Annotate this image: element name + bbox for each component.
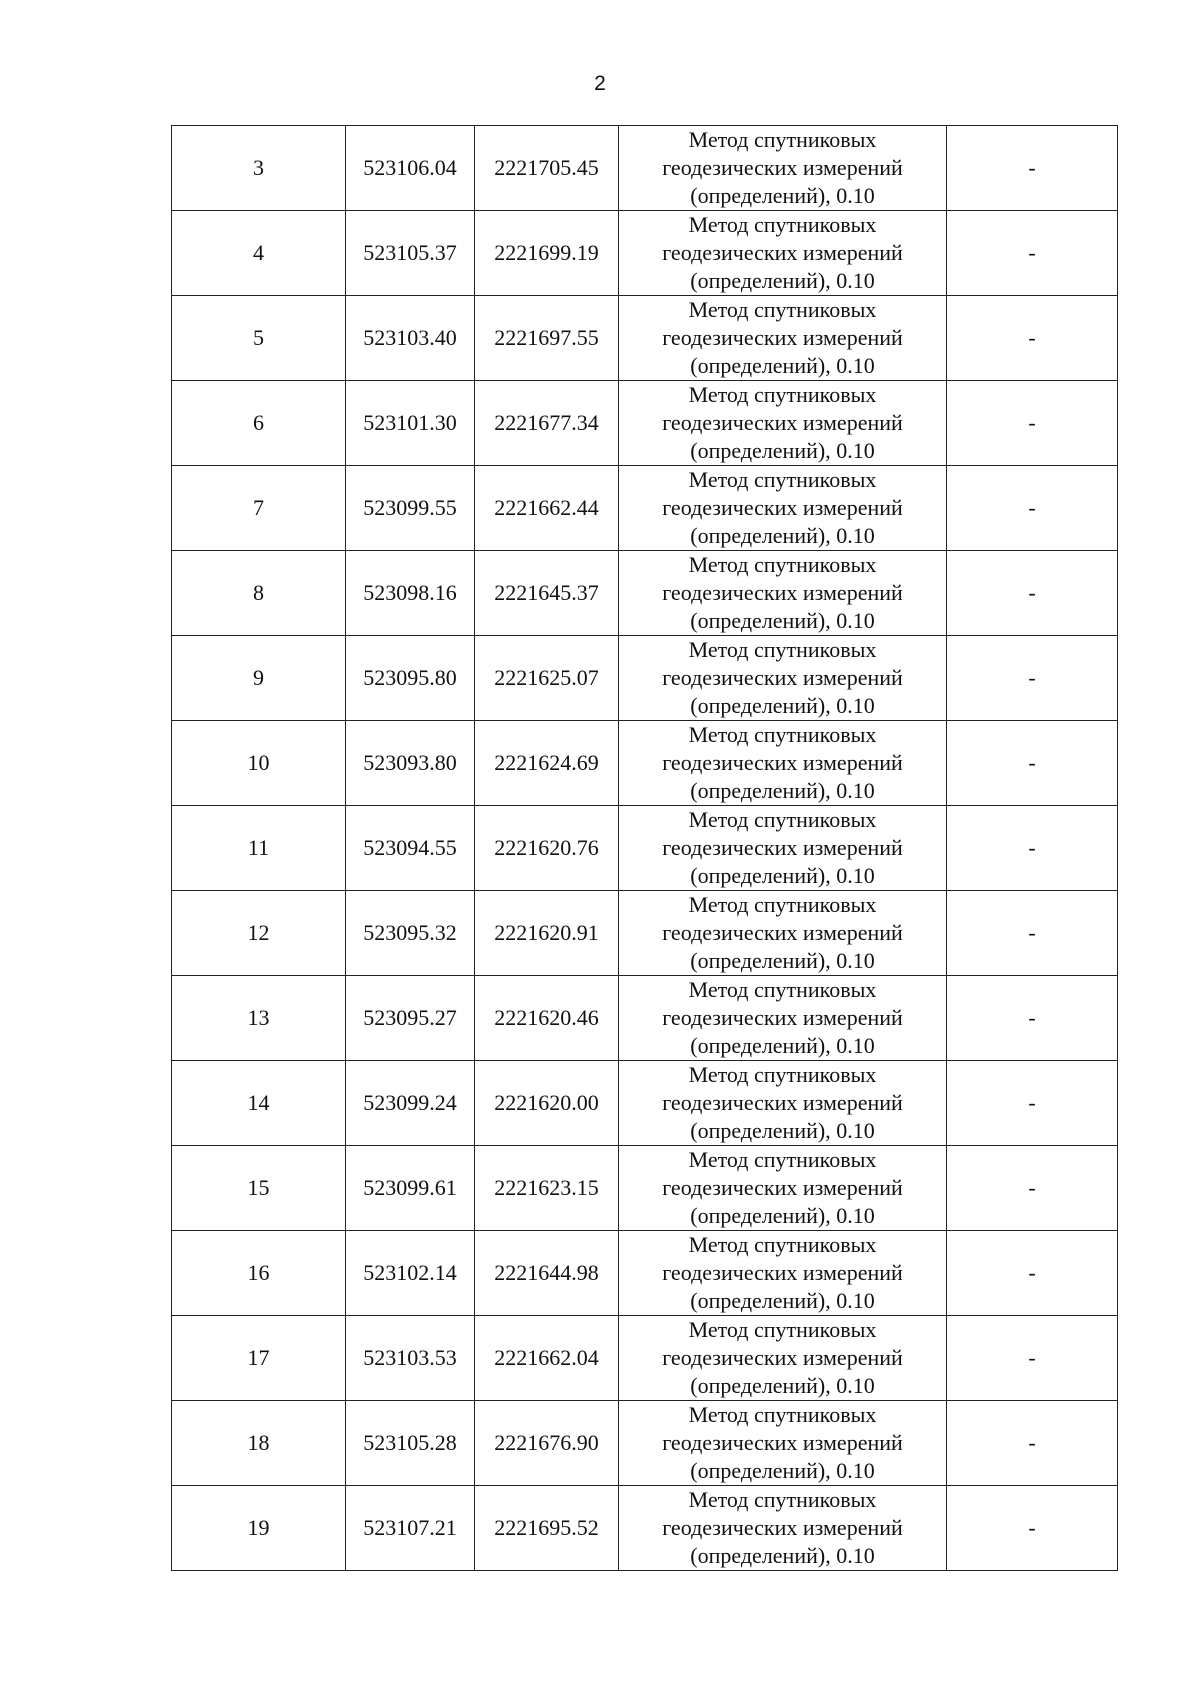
description-cell: - [947, 636, 1118, 721]
y-coordinate-cell: 2221620.46 [475, 976, 619, 1061]
method-line: Метод спутниковых [688, 212, 877, 237]
y-coordinate-cell: 2221695.52 [475, 1486, 619, 1571]
point-number-cell: 7 [172, 466, 346, 551]
table-row [172, 466, 1118, 551]
method-line: геодезических измерений [662, 1430, 903, 1455]
point-number-cell: 13 [172, 976, 346, 1061]
method-line: геодезических измерений [662, 835, 903, 860]
method-line: (определений), 0.10 [690, 353, 875, 378]
method-line: Метод спутниковых [688, 1402, 877, 1427]
point-number-cell: 12 [172, 891, 346, 976]
method-line: геодезических измерений [662, 1175, 903, 1200]
method-line: геодезических измерений [662, 1005, 903, 1030]
y-coordinate-cell: 2221620.76 [475, 806, 619, 891]
x-coordinate-cell: 523099.24 [346, 1061, 475, 1146]
method-line: геодезических измерений [662, 1345, 903, 1370]
method-cell [619, 1061, 947, 1146]
method-line: Метод спутниковых [688, 892, 877, 917]
table-row [172, 976, 1118, 1061]
method-cell [619, 1316, 947, 1401]
method-line: геодезических измерений [662, 580, 903, 605]
point-number-cell: 18 [172, 1401, 346, 1486]
description-cell: - [947, 551, 1118, 636]
x-coordinate-cell: 523103.53 [346, 1316, 475, 1401]
table-row [172, 636, 1118, 721]
y-coordinate-cell: 2221623.15 [475, 1146, 619, 1231]
description-cell: - [947, 126, 1118, 211]
method-line: геодезических измерений [662, 325, 903, 350]
description-cell: - [947, 296, 1118, 381]
method-line: геодезических измерений [662, 1260, 903, 1285]
table-row [172, 1061, 1118, 1146]
table-row [172, 1231, 1118, 1316]
y-coordinate-cell: 2221705.45 [475, 126, 619, 211]
point-number-cell: 6 [172, 381, 346, 466]
method-line: (определений), 0.10 [690, 608, 875, 633]
method-line: Метод спутниковых [688, 977, 877, 1002]
method-cell [619, 976, 947, 1061]
table-row [172, 551, 1118, 636]
y-coordinate-cell: 2221625.07 [475, 636, 619, 721]
method-line: (определений), 0.10 [690, 863, 875, 888]
method-cell [619, 1401, 947, 1486]
method-line: Метод спутниковых [688, 1062, 877, 1087]
description-cell: - [947, 1146, 1118, 1231]
point-number-cell: 16 [172, 1231, 346, 1316]
x-coordinate-cell: 523102.14 [346, 1231, 475, 1316]
page-number: 2 [594, 72, 606, 95]
point-number-cell: 5 [172, 296, 346, 381]
x-coordinate-cell: 523095.80 [346, 636, 475, 721]
y-coordinate-cell: 2221699.19 [475, 211, 619, 296]
method-cell [619, 551, 947, 636]
x-coordinate-cell: 523101.30 [346, 381, 475, 466]
point-number-cell: 4 [172, 211, 346, 296]
method-line: геодезических измерений [662, 920, 903, 945]
method-line: (определений), 0.10 [690, 268, 875, 293]
method-line: (определений), 0.10 [690, 1033, 875, 1058]
description-cell: - [947, 1231, 1118, 1316]
y-coordinate-cell: 2221697.55 [475, 296, 619, 381]
x-coordinate-cell: 523099.61 [346, 1146, 475, 1231]
method-line: геодезических измерений [662, 750, 903, 775]
x-coordinate-cell: 523107.21 [346, 1486, 475, 1571]
coordinates-table-body [172, 126, 1118, 1571]
method-cell [619, 126, 947, 211]
table-row [172, 1486, 1118, 1571]
description-cell: - [947, 466, 1118, 551]
method-line: геодезических измерений [662, 1515, 903, 1540]
description-cell: - [947, 1401, 1118, 1486]
method-line: (определений), 0.10 [690, 693, 875, 718]
method-cell [619, 211, 947, 296]
point-number-cell: 15 [172, 1146, 346, 1231]
table-row [172, 296, 1118, 381]
method-line: (определений), 0.10 [690, 778, 875, 803]
method-cell [619, 806, 947, 891]
table-row [172, 891, 1118, 976]
method-line: (определений), 0.10 [690, 438, 875, 463]
y-coordinate-cell: 2221662.44 [475, 466, 619, 551]
description-cell: - [947, 1486, 1118, 1571]
point-number-cell: 17 [172, 1316, 346, 1401]
method-line: Метод спутниковых [688, 467, 877, 492]
y-coordinate-cell: 2221676.90 [475, 1401, 619, 1486]
point-number-cell: 11 [172, 806, 346, 891]
method-line: (определений), 0.10 [690, 183, 875, 208]
method-line: Метод спутниковых [688, 1317, 877, 1342]
method-line: (определений), 0.10 [690, 1203, 875, 1228]
method-cell [619, 636, 947, 721]
method-line: (определений), 0.10 [690, 1118, 875, 1143]
x-coordinate-cell: 523105.28 [346, 1401, 475, 1486]
method-line: Метод спутниковых [688, 807, 877, 832]
x-coordinate-cell: 523099.55 [346, 466, 475, 551]
method-line: (определений), 0.10 [690, 1543, 875, 1568]
method-line: Метод спутниковых [688, 1232, 877, 1257]
description-cell: - [947, 1316, 1118, 1401]
point-number-cell: 3 [172, 126, 346, 211]
method-line: Метод спутниковых [688, 127, 877, 152]
method-cell [619, 381, 947, 466]
method-cell [619, 721, 947, 806]
point-number-cell: 8 [172, 551, 346, 636]
method-cell [619, 891, 947, 976]
y-coordinate-cell: 2221677.34 [475, 381, 619, 466]
method-cell [619, 1146, 947, 1231]
description-cell: - [947, 721, 1118, 806]
method-line: (определений), 0.10 [690, 523, 875, 548]
x-coordinate-cell: 523105.37 [346, 211, 475, 296]
method-line: (определений), 0.10 [690, 1288, 875, 1313]
method-line: Метод спутниковых [688, 1487, 877, 1512]
method-line: геодезических измерений [662, 410, 903, 435]
method-line: Метод спутниковых [688, 1147, 877, 1172]
x-coordinate-cell: 523106.04 [346, 126, 475, 211]
point-number-cell: 14 [172, 1061, 346, 1146]
table-row [172, 806, 1118, 891]
table-row [172, 1146, 1118, 1231]
x-coordinate-cell: 523103.40 [346, 296, 475, 381]
method-cell [619, 466, 947, 551]
description-cell: - [947, 806, 1118, 891]
method-cell [619, 1231, 947, 1316]
method-line: Метод спутниковых [688, 382, 877, 407]
x-coordinate-cell: 523093.80 [346, 721, 475, 806]
method-line: Метод спутниковых [688, 552, 877, 577]
method-line: Метод спутниковых [688, 722, 877, 747]
method-line: геодезических измерений [662, 665, 903, 690]
table-row [172, 381, 1118, 466]
description-cell: - [947, 1061, 1118, 1146]
x-coordinate-cell: 523094.55 [346, 806, 475, 891]
method-line: (определений), 0.10 [690, 1458, 875, 1483]
x-coordinate-cell: 523095.32 [346, 891, 475, 976]
point-number-cell: 9 [172, 636, 346, 721]
x-coordinate-cell: 523095.27 [346, 976, 475, 1061]
point-number-cell: 19 [172, 1486, 346, 1571]
method-cell [619, 1486, 947, 1571]
method-line: геодезических измерений [662, 155, 903, 180]
y-coordinate-cell: 2221645.37 [475, 551, 619, 636]
table-row [172, 721, 1118, 806]
table-row [172, 1401, 1118, 1486]
description-cell: - [947, 976, 1118, 1061]
coordinates-table [171, 125, 1118, 1571]
y-coordinate-cell: 2221624.69 [475, 721, 619, 806]
description-cell: - [947, 211, 1118, 296]
method-cell [619, 296, 947, 381]
table-row [172, 211, 1118, 296]
method-line: геодезических измерений [662, 240, 903, 265]
method-line: Метод спутниковых [688, 637, 877, 662]
method-line: геодезических измерений [662, 495, 903, 520]
point-number-cell: 10 [172, 721, 346, 806]
method-line: (определений), 0.10 [690, 948, 875, 973]
table-row [172, 1316, 1118, 1401]
description-cell: - [947, 381, 1118, 466]
method-line: (определений), 0.10 [690, 1373, 875, 1398]
x-coordinate-cell: 523098.16 [346, 551, 475, 636]
description-cell: - [947, 891, 1118, 976]
y-coordinate-cell: 2221620.00 [475, 1061, 619, 1146]
method-line: геодезических измерений [662, 1090, 903, 1115]
method-line: Метод спутниковых [688, 297, 877, 322]
table-row [172, 126, 1118, 211]
y-coordinate-cell: 2221662.04 [475, 1316, 619, 1401]
y-coordinate-cell: 2221620.91 [475, 891, 619, 976]
y-coordinate-cell: 2221644.98 [475, 1231, 619, 1316]
